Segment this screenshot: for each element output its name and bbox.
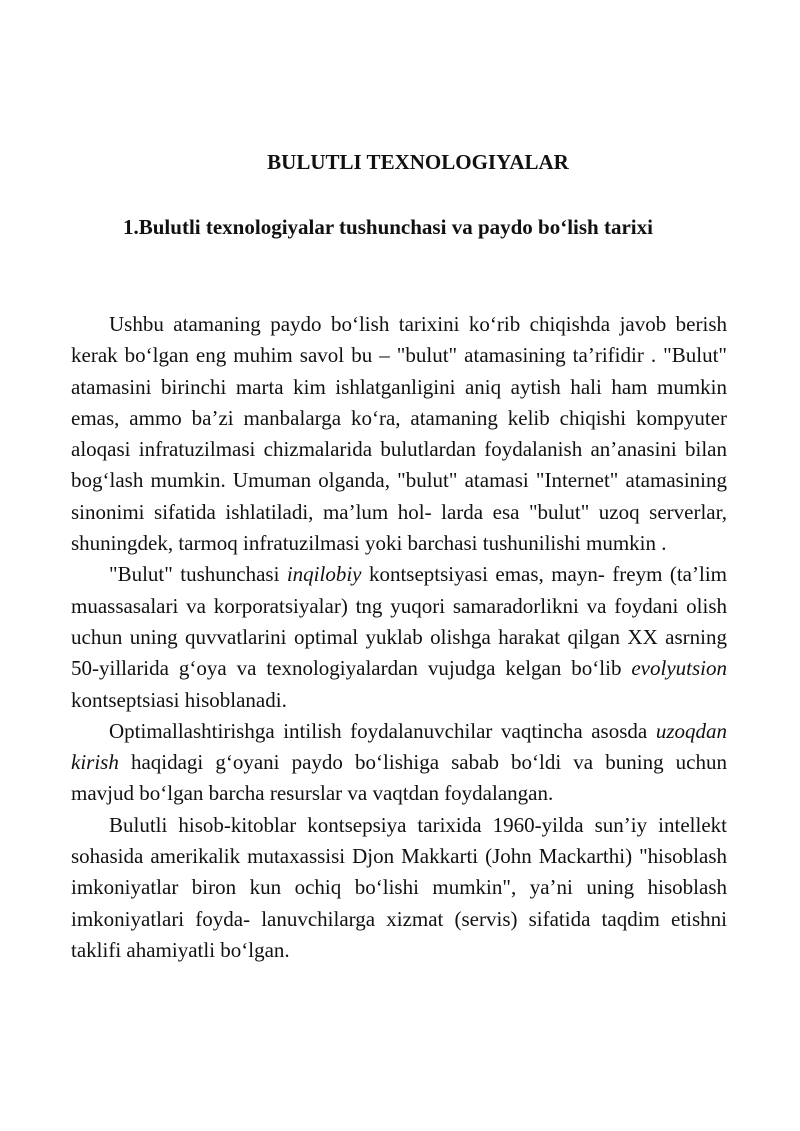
paragraph-2-text-end: kontseptsiasi hisoblanadi. xyxy=(71,687,287,712)
paragraph-2-italic-term-2: evolyutsion xyxy=(631,656,727,681)
paragraph-1: Ushbu atamaning paydo bo‘lish tarixini ko‘rib chiqishda javob berish kerak bo‘lgan eng muhim savol bu – "bulut" atamasining ta’rifidir . "Bulut" atamasini birinchi marta kim ishlatganligini aniq aytish hali ham mumkin emas, ammo ba’zi manbalarga ko‘ra, atamaning kelib chiqishi kompyuter aloqasi infratuzilmasi chizmalarida bulutlardan foydalanish an’anasini bilan bog‘lash mumkin. Umuman olganda, "bulut" atamasi "Internet" atamasining sinonimi sifatida ishlatiladi, ma’lum hol- larda esa "bulut" uzoq serverlar, shuningdek, tarmoq infratuzilmasi yoki barchasi tushunilishi mumkin . xyxy=(71,312,727,556)
paragraph-3-text-end: haqidagi g‘oyani paydo bo‘lishiga sabab bo‘ldi va buning uchun mavjud bo‘lgan barcha resurslar va vaqtdan foydalangan. xyxy=(71,750,727,806)
paragraph-2-text-middle: kontseptsiyasi emas, mayn- freym (ta’lim muassasalari va korporatsiyalar) tng yuqori samaradorlikni va foydani olish uchun uning quvvatlarini optimal yuklab olishga harakat qilgan XX asrning 50-yillarida g‘oya va texnologiyalardan vujudga kelgan bo‘lib xyxy=(71,562,727,681)
paragraph-3 xyxy=(71,716,727,810)
section-heading: 1.Bulutli texnologiyalar tushunchasi va paydo bo‘lish tarixi xyxy=(123,215,653,239)
paragraph-2 xyxy=(71,559,727,715)
paragraph-2-text-start: "Bulut" tushunchasi xyxy=(109,562,287,587)
paragraph-4: Bulutli hisob-kitoblar kontsepsiya tarixida 1960-yilda sun’iy intellekt sohasida amerikalik mutaxassisi Djon Makkarti (John Mackarthi) "hisoblash imkoniyatlar biron kun ochiq bo‘lishi mumkin", ya’ni uning hisoblash imkoniyatlari foyda- lanuvchilarga xizmat (servis) sifatida taqdim etishni taklifi ahamiyatli bo‘lgan. xyxy=(71,812,727,962)
document-title: BULUTLI TEXNOLOGIYALAR xyxy=(267,150,569,174)
document-body xyxy=(71,309,727,966)
paragraph-2-italic-term-1: inqilobiy xyxy=(286,562,362,587)
paragraph-3-text-start: Optimallashtirishga intilish foydalanuvchilar vaqtincha asosda xyxy=(109,718,656,743)
paragraph-3-italic-term: uzoqdan kirish xyxy=(71,718,727,775)
